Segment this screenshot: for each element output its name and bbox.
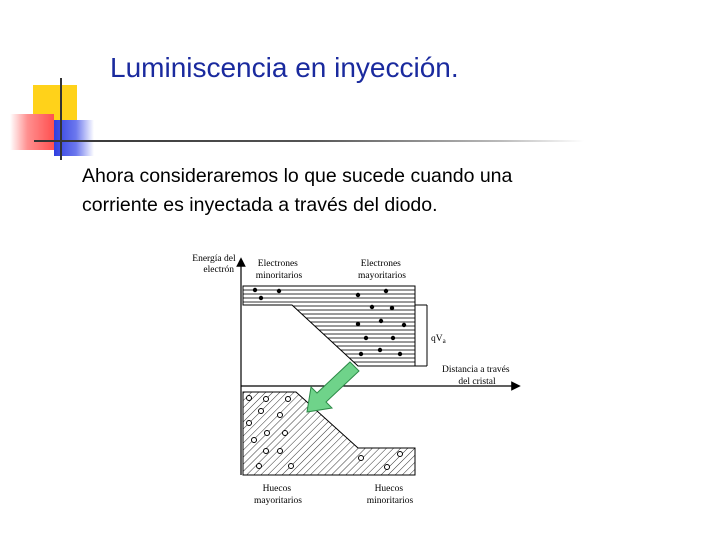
hole-dot: [278, 413, 283, 418]
electron-dot: [259, 296, 263, 300]
hole-dot: [247, 396, 252, 401]
electron-dot: [391, 336, 395, 340]
hole-dot: [385, 465, 390, 470]
electron-dot: [384, 289, 388, 293]
hole-dot: [257, 464, 262, 469]
slide-title: Luminiscencia en inyección.: [110, 52, 459, 83]
hole-dot: [247, 421, 252, 426]
electron-dot: [359, 352, 363, 356]
electron-dot: [277, 289, 281, 293]
electron-dot: [378, 348, 382, 352]
hole-dot: [264, 397, 269, 402]
hole-dot: [252, 438, 257, 443]
electron-dot: [370, 305, 374, 309]
body-line: corriente es inyectada a través del diodo.: [82, 194, 438, 216]
electron-dot: [356, 293, 360, 297]
electron-dot: [364, 336, 368, 340]
x-axis-label: Distancia a través del cristal: [442, 365, 510, 387]
body-line: Ahora consideraremos lo que sucede cuando una: [82, 165, 513, 187]
hole-dot: [289, 464, 294, 469]
hole-dot: [259, 409, 264, 414]
hole-dot: [278, 449, 283, 454]
hole-dot: [265, 431, 270, 436]
y-axis-label: Energía del electrón: [192, 254, 236, 275]
hole-dot: [398, 452, 403, 457]
electron-dot: [398, 352, 402, 356]
hole-dot: [283, 431, 288, 436]
electron-dot: [402, 323, 406, 327]
recombination-arrow: [307, 362, 359, 412]
hole-dot: [286, 397, 291, 402]
label-voltage: $qV_a$: [431, 334, 446, 345]
hole-dot: [359, 456, 364, 461]
electron-dot: [390, 306, 394, 310]
label-electrons-majority: Electrones mayoritarios: [357, 259, 407, 281]
electron-dot: [356, 322, 360, 326]
conduction-band: [243, 286, 415, 366]
electron-dot: [379, 319, 383, 323]
hole-dot: [264, 449, 269, 454]
label-electrons-minority: Electrones minoritarios: [255, 259, 303, 281]
label-holes-minority: Huecos minoritarios: [366, 484, 414, 506]
label-holes-majority: Huecos mayoritarios: [253, 484, 303, 506]
electron-dot: [253, 288, 257, 292]
